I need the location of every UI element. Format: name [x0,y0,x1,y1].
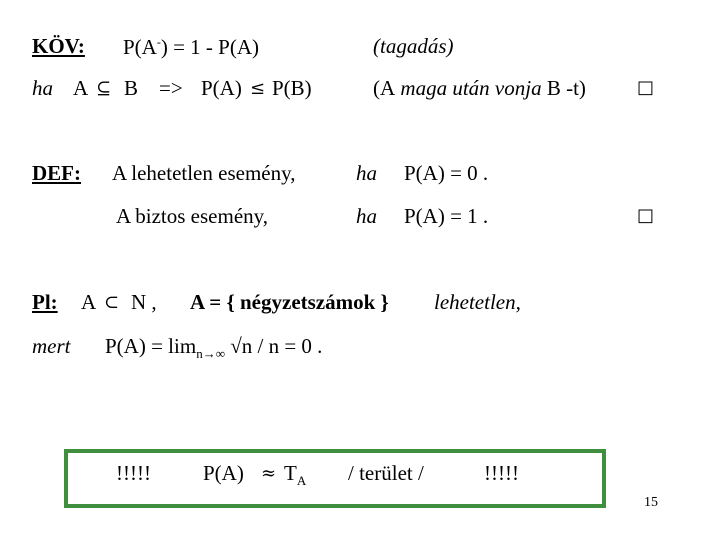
implication-note-text: maga után vonja [395,76,547,100]
def-impossible-ha: ha [356,161,377,185]
square-numbers-def: A = { négyzetszámok } [190,290,389,314]
page-number: 15 [644,495,658,510]
complement-formula-suffix: ) = 1 - P(A) [160,35,260,59]
lehetetlen-word: lehetetlen, [434,290,521,314]
mert-word: mert [32,334,71,358]
area-t-sub: A [296,473,307,489]
set-b: B [124,76,139,100]
approx-symbol: ≈ [261,463,277,484]
implication-note-open: ( [373,76,380,100]
koev-label: KÖV: [32,34,85,58]
ha-word: ha [32,76,53,100]
exclaim-right: !!!!! [484,461,519,485]
limit-formula-left: P(A) = lim [105,334,197,358]
area-t-letter: T [284,461,297,485]
example-set-a: A [81,290,97,314]
implication-note-close: -t) [560,76,586,100]
complement-formula-prefix: P(A [123,35,157,59]
implication-note-a: A [380,76,396,100]
def-label: DEF: [32,161,81,185]
box-prob-a: P(A) [203,461,244,485]
prob-a: P(A) [201,76,242,100]
complement-formula [123,36,259,58]
limit-subscript: n→∞ [196,346,225,362]
limit-formula [105,336,322,360]
implies-arrow: => [159,76,183,100]
limit-formula-right: √n / n = 0 . [230,334,323,358]
prob-b: P(B) [272,76,312,100]
exclaim-left: !!!!! [116,461,151,485]
def-certain-ha: ha [356,204,377,228]
def-impossible-formula: P(A) = 0 . [404,161,489,185]
subset-eq-symbol: ⊆ [96,78,112,99]
set-a: A [73,76,89,100]
naturals-n: N , [131,290,157,314]
example-label: Pl: [32,290,58,314]
implication-note-b: B [546,76,561,100]
def-certain-formula: P(A) = 1 . [404,204,489,228]
tagadas-note: (tagadás) [373,34,454,58]
area-t [284,463,306,487]
def-certain-text: A biztos esemény, [116,204,269,228]
subset-symbol: ⊂ [104,292,120,313]
complement-bar: - [156,35,161,49]
end-mark-2: □ [637,205,655,226]
end-mark-1: □ [637,77,655,98]
implication-note [373,78,586,99]
terulet-text: / terület / [348,461,424,485]
le-symbol: ≤ [250,78,266,99]
def-impossible-text: A lehetetlen esemény, [112,161,296,185]
